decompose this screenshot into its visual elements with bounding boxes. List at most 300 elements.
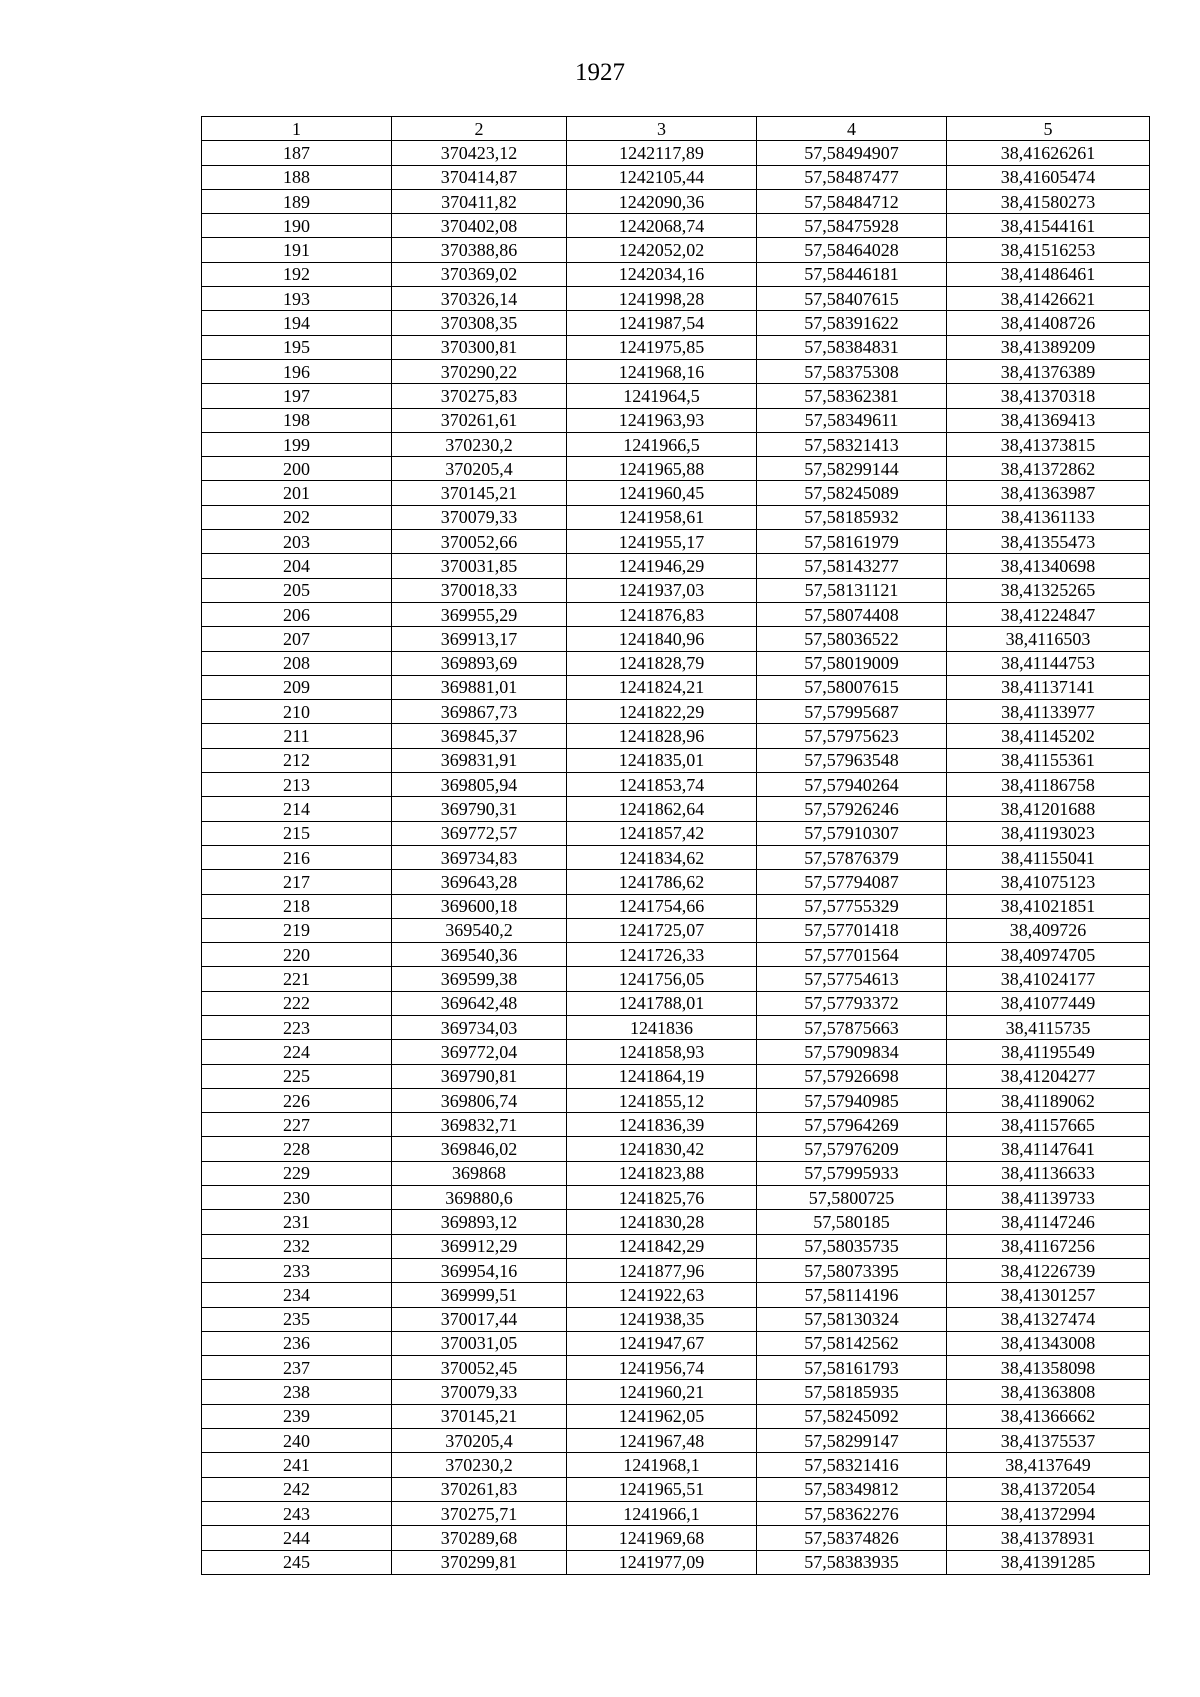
table-cell-col-5: 38,41204277 xyxy=(947,1064,1150,1088)
table-cell-col-2: 369806,74 xyxy=(392,1088,567,1112)
table-cell-col-2: 370017,44 xyxy=(392,1307,567,1331)
table-row xyxy=(202,627,1150,651)
column-header-3: 3 xyxy=(567,117,757,141)
table-cell-col-2: 370299,81 xyxy=(392,1550,567,1574)
table-cell-col-1: 229 xyxy=(202,1161,392,1185)
table-cell-col-3: 1242117,89 xyxy=(567,141,757,165)
table-cell-col-3: 1241786,62 xyxy=(567,870,757,894)
table-cell-col-1: 189 xyxy=(202,189,392,213)
table-cell-col-5: 38,41155361 xyxy=(947,748,1150,772)
table-cell-col-1: 205 xyxy=(202,578,392,602)
table-row xyxy=(202,1307,1150,1331)
table-cell-col-1: 191 xyxy=(202,238,392,262)
table-cell-col-5: 38,41366662 xyxy=(947,1404,1150,1428)
table-cell-col-1: 240 xyxy=(202,1429,392,1453)
table-row xyxy=(202,870,1150,894)
table-cell-col-1: 241 xyxy=(202,1453,392,1477)
table-cell-col-1: 197 xyxy=(202,384,392,408)
table-cell-col-1: 215 xyxy=(202,821,392,845)
table-cell-col-5: 38,40974705 xyxy=(947,943,1150,967)
table-row xyxy=(202,1526,1150,1550)
table-cell-col-3: 1241956,74 xyxy=(567,1356,757,1380)
table-cell-col-1: 234 xyxy=(202,1283,392,1307)
table-row xyxy=(202,1186,1150,1210)
table-cell-col-5: 38,41139733 xyxy=(947,1186,1150,1210)
table-cell-col-1: 237 xyxy=(202,1356,392,1380)
table-cell-col-5: 38,41024177 xyxy=(947,967,1150,991)
table-cell-col-4: 57,58464028 xyxy=(757,238,947,262)
table-row xyxy=(202,724,1150,748)
table-row xyxy=(202,578,1150,602)
table-cell-col-1: 239 xyxy=(202,1404,392,1428)
table-cell-col-4: 57,5800725 xyxy=(757,1186,947,1210)
table-cell-col-3: 1241864,19 xyxy=(567,1064,757,1088)
table-cell-col-2: 370052,66 xyxy=(392,530,567,554)
table-cell-col-1: 198 xyxy=(202,408,392,432)
table-cell-col-3: 1242068,74 xyxy=(567,214,757,238)
table-cell-col-2: 369599,38 xyxy=(392,967,567,991)
table-cell-col-2: 370369,02 xyxy=(392,262,567,286)
table-cell-col-4: 57,57940264 xyxy=(757,773,947,797)
table-cell-col-2: 369954,16 xyxy=(392,1258,567,1282)
table-cell-col-5: 38,41376389 xyxy=(947,359,1150,383)
table-cell-col-3: 1241834,62 xyxy=(567,845,757,869)
table-cell-col-5: 38,41372862 xyxy=(947,457,1150,481)
table-cell-col-3: 1241853,74 xyxy=(567,773,757,797)
table-cell-col-1: 219 xyxy=(202,918,392,942)
table-cell-col-4: 57,57926698 xyxy=(757,1064,947,1088)
table-cell-col-2: 370261,61 xyxy=(392,408,567,432)
table-cell-col-3: 1241964,5 xyxy=(567,384,757,408)
table-row xyxy=(202,1429,1150,1453)
table-cell-col-5: 38,41021851 xyxy=(947,894,1150,918)
table-cell-col-1: 224 xyxy=(202,1040,392,1064)
table-cell-col-2: 369831,91 xyxy=(392,748,567,772)
table-cell-col-5: 38,41605474 xyxy=(947,165,1150,189)
table-cell-col-3: 1241937,03 xyxy=(567,578,757,602)
table-row xyxy=(202,1064,1150,1088)
table-cell-col-5: 38,41626261 xyxy=(947,141,1150,165)
table-cell-col-1: 231 xyxy=(202,1210,392,1234)
table-cell-col-3: 1241836,39 xyxy=(567,1113,757,1137)
table-cell-col-2: 370414,87 xyxy=(392,165,567,189)
table-cell-col-1: 244 xyxy=(202,1526,392,1550)
table-cell-col-4: 57,58185932 xyxy=(757,505,947,529)
table-cell-col-5: 38,41358098 xyxy=(947,1356,1150,1380)
table-cell-col-1: 209 xyxy=(202,675,392,699)
table-cell-col-3: 1241858,93 xyxy=(567,1040,757,1064)
table-cell-col-5: 38,41136633 xyxy=(947,1161,1150,1185)
table-cell-col-5: 38,41144753 xyxy=(947,651,1150,675)
table-row xyxy=(202,238,1150,262)
table-cell-col-3: 1241938,35 xyxy=(567,1307,757,1331)
table-cell-col-3: 1241726,33 xyxy=(567,943,757,967)
table-cell-col-1: 235 xyxy=(202,1307,392,1331)
table-cell-col-2: 370205,4 xyxy=(392,457,567,481)
table-cell-col-1: 214 xyxy=(202,797,392,821)
table-cell-col-3: 1241969,68 xyxy=(567,1526,757,1550)
column-header-2: 2 xyxy=(392,117,567,141)
table-cell-col-2: 370031,85 xyxy=(392,554,567,578)
table-cell-col-5: 38,41363808 xyxy=(947,1380,1150,1404)
table-cell-col-5: 38,41343008 xyxy=(947,1331,1150,1355)
table-row xyxy=(202,457,1150,481)
table-cell-col-2: 369845,37 xyxy=(392,724,567,748)
table-cell-col-1: 228 xyxy=(202,1137,392,1161)
table-cell-col-3: 1241835,01 xyxy=(567,748,757,772)
table-cell-col-5: 38,41325265 xyxy=(947,578,1150,602)
table-cell-col-1: 196 xyxy=(202,359,392,383)
table-row xyxy=(202,1015,1150,1039)
table-cell-col-3: 1241823,88 xyxy=(567,1161,757,1185)
table-cell-col-1: 193 xyxy=(202,287,392,311)
table-cell-col-5: 38,41167256 xyxy=(947,1234,1150,1258)
table-cell-col-3: 1241968,1 xyxy=(567,1453,757,1477)
table-cell-col-5: 38,41391285 xyxy=(947,1550,1150,1574)
table-cell-col-3: 1241830,28 xyxy=(567,1210,757,1234)
table-cell-col-3: 1241966,5 xyxy=(567,432,757,456)
table-cell-col-3: 1241840,96 xyxy=(567,627,757,651)
table-cell-col-1: 190 xyxy=(202,214,392,238)
table-cell-col-3: 1241842,29 xyxy=(567,1234,757,1258)
table-cell-col-4: 57,58073395 xyxy=(757,1258,947,1282)
table-cell-col-5: 38,41370318 xyxy=(947,384,1150,408)
table-cell-col-1: 201 xyxy=(202,481,392,505)
table-row xyxy=(202,967,1150,991)
table-cell-col-4: 57,58494907 xyxy=(757,141,947,165)
table-cell-col-2: 370145,21 xyxy=(392,1404,567,1428)
table-cell-col-5: 38,41226739 xyxy=(947,1258,1150,1282)
table-cell-col-4: 57,58114196 xyxy=(757,1283,947,1307)
table-cell-col-4: 57,57754613 xyxy=(757,967,947,991)
table-row xyxy=(202,554,1150,578)
table-cell-col-1: 192 xyxy=(202,262,392,286)
table-cell-col-1: 243 xyxy=(202,1501,392,1525)
table-cell-col-3: 1242105,44 xyxy=(567,165,757,189)
table-cell-col-2: 370423,12 xyxy=(392,141,567,165)
table-cell-col-5: 38,41075123 xyxy=(947,870,1150,894)
table-cell-col-4: 57,57793372 xyxy=(757,991,947,1015)
table-cell-col-3: 1241965,51 xyxy=(567,1477,757,1501)
table-row xyxy=(202,1501,1150,1525)
table-cell-col-4: 57,57975623 xyxy=(757,724,947,748)
table-row xyxy=(202,1161,1150,1185)
table-cell-col-4: 57,57755329 xyxy=(757,894,947,918)
table-cell-col-3: 1241857,42 xyxy=(567,821,757,845)
table-cell-col-1: 187 xyxy=(202,141,392,165)
table-row xyxy=(202,408,1150,432)
table-cell-col-2: 369790,81 xyxy=(392,1064,567,1088)
table-cell-col-5: 38,41186758 xyxy=(947,773,1150,797)
table-cell-col-2: 370411,82 xyxy=(392,189,567,213)
table-cell-col-2: 369881,01 xyxy=(392,675,567,699)
table-cell-col-2: 370031,05 xyxy=(392,1331,567,1355)
table-row xyxy=(202,165,1150,189)
table-cell-col-2: 370145,21 xyxy=(392,481,567,505)
table-cell-col-2: 369772,04 xyxy=(392,1040,567,1064)
table-cell-col-5: 38,41363987 xyxy=(947,481,1150,505)
table-cell-col-2: 369868 xyxy=(392,1161,567,1185)
table-cell-col-4: 57,58384831 xyxy=(757,335,947,359)
table-cell-col-1: 212 xyxy=(202,748,392,772)
table-cell-col-2: 369955,29 xyxy=(392,602,567,626)
table-cell-col-4: 57,58375308 xyxy=(757,359,947,383)
table-cell-col-5: 38,41340698 xyxy=(947,554,1150,578)
table-cell-col-5: 38,41369413 xyxy=(947,408,1150,432)
table-cell-col-4: 57,58362276 xyxy=(757,1501,947,1525)
table-cell-col-2: 369893,12 xyxy=(392,1210,567,1234)
table-cell-col-5: 38,41389209 xyxy=(947,335,1150,359)
table-cell-col-3: 1241788,01 xyxy=(567,991,757,1015)
table-cell-col-3: 1241836 xyxy=(567,1015,757,1039)
table-cell-col-2: 369913,17 xyxy=(392,627,567,651)
table-row xyxy=(202,141,1150,165)
table-cell-col-3: 1241975,85 xyxy=(567,335,757,359)
table-cell-col-4: 57,58245092 xyxy=(757,1404,947,1428)
table-row xyxy=(202,214,1150,238)
table-cell-col-3: 1241754,66 xyxy=(567,894,757,918)
table-row xyxy=(202,943,1150,967)
table-cell-col-1: 216 xyxy=(202,845,392,869)
table-cell-col-5: 38,41355473 xyxy=(947,530,1150,554)
table-cell-col-4: 57,58484712 xyxy=(757,189,947,213)
table-cell-col-5: 38,41372994 xyxy=(947,1501,1150,1525)
table-cell-col-4: 57,57964269 xyxy=(757,1113,947,1137)
table-cell-col-2: 370261,83 xyxy=(392,1477,567,1501)
table-cell-col-1: 245 xyxy=(202,1550,392,1574)
table-cell-col-3: 1242090,36 xyxy=(567,189,757,213)
table-cell-col-4: 57,58321416 xyxy=(757,1453,947,1477)
table-cell-col-3: 1241998,28 xyxy=(567,287,757,311)
table-cell-col-5: 38,41544161 xyxy=(947,214,1150,238)
table-cell-col-5: 38,41145202 xyxy=(947,724,1150,748)
table-cell-col-1: 213 xyxy=(202,773,392,797)
table-cell-col-5: 38,41408726 xyxy=(947,311,1150,335)
table-cell-col-4: 57,57940985 xyxy=(757,1088,947,1112)
table-cell-col-2: 370326,14 xyxy=(392,287,567,311)
table-row xyxy=(202,1331,1150,1355)
table-row xyxy=(202,845,1150,869)
table-cell-col-2: 369772,57 xyxy=(392,821,567,845)
table-cell-col-1: 238 xyxy=(202,1380,392,1404)
table-row xyxy=(202,602,1150,626)
table-cell-col-1: 218 xyxy=(202,894,392,918)
table-row xyxy=(202,262,1150,286)
table-cell-col-1: 204 xyxy=(202,554,392,578)
table-row xyxy=(202,1234,1150,1258)
table-cell-col-4: 57,58299147 xyxy=(757,1429,947,1453)
table-cell-col-1: 207 xyxy=(202,627,392,651)
table-cell-col-3: 1241958,61 xyxy=(567,505,757,529)
table-cell-col-4: 57,57963548 xyxy=(757,748,947,772)
table-cell-col-3: 1241822,29 xyxy=(567,700,757,724)
table-cell-col-4: 57,58142562 xyxy=(757,1331,947,1355)
table-cell-col-3: 1241877,96 xyxy=(567,1258,757,1282)
table-cell-col-2: 370205,4 xyxy=(392,1429,567,1453)
table-cell-col-1: 206 xyxy=(202,602,392,626)
table-cell-col-3: 1241825,76 xyxy=(567,1186,757,1210)
table-cell-col-5: 38,41133977 xyxy=(947,700,1150,724)
table-row xyxy=(202,1453,1150,1477)
table-cell-col-4: 57,58299144 xyxy=(757,457,947,481)
table-cell-col-4: 57,57995933 xyxy=(757,1161,947,1185)
table-cell-col-5: 38,41580273 xyxy=(947,189,1150,213)
coordinates-table xyxy=(201,116,1150,1575)
table-cell-col-2: 370079,33 xyxy=(392,505,567,529)
table-cell-col-5: 38,41516253 xyxy=(947,238,1150,262)
table-row xyxy=(202,481,1150,505)
table-cell-col-4: 57,58143277 xyxy=(757,554,947,578)
table-cell-col-5: 38,4115735 xyxy=(947,1015,1150,1039)
table-cell-col-5: 38,41157665 xyxy=(947,1113,1150,1137)
table-cell-col-5: 38,409726 xyxy=(947,918,1150,942)
table-row xyxy=(202,1380,1150,1404)
table-cell-col-5: 38,41189062 xyxy=(947,1088,1150,1112)
table-cell-col-3: 1241828,96 xyxy=(567,724,757,748)
table-cell-col-3: 1241947,67 xyxy=(567,1331,757,1355)
table-cell-col-5: 38,41195549 xyxy=(947,1040,1150,1064)
table-cell-col-4: 57,58019009 xyxy=(757,651,947,675)
table-cell-col-4: 57,58035735 xyxy=(757,1234,947,1258)
table-cell-col-5: 38,41193023 xyxy=(947,821,1150,845)
column-header-5: 5 xyxy=(947,117,1150,141)
table-cell-col-3: 1241965,88 xyxy=(567,457,757,481)
table-cell-col-1: 203 xyxy=(202,530,392,554)
table-cell-col-2: 370300,81 xyxy=(392,335,567,359)
table-cell-col-2: 370402,08 xyxy=(392,214,567,238)
table-row xyxy=(202,1040,1150,1064)
table-cell-col-4: 57,57701564 xyxy=(757,943,947,967)
table-body xyxy=(202,141,1150,1575)
table-cell-col-1: 223 xyxy=(202,1015,392,1039)
table-cell-col-4: 57,57995687 xyxy=(757,700,947,724)
table-cell-col-4: 57,580185 xyxy=(757,1210,947,1234)
table-row xyxy=(202,189,1150,213)
table-cell-col-1: 202 xyxy=(202,505,392,529)
table-cell-col-3: 1241756,05 xyxy=(567,967,757,991)
table-cell-col-4: 57,57794087 xyxy=(757,870,947,894)
table-row xyxy=(202,1113,1150,1137)
table-cell-col-4: 57,58036522 xyxy=(757,627,947,651)
table-cell-col-1: 195 xyxy=(202,335,392,359)
table-cell-col-1: 199 xyxy=(202,432,392,456)
table-cell-col-1: 226 xyxy=(202,1088,392,1112)
table-cell-col-4: 57,58407615 xyxy=(757,287,947,311)
table-cell-col-2: 369540,36 xyxy=(392,943,567,967)
table-cell-col-2: 369643,28 xyxy=(392,870,567,894)
table-cell-col-2: 369880,6 xyxy=(392,1186,567,1210)
table-cell-col-1: 225 xyxy=(202,1064,392,1088)
table-cell-col-1: 200 xyxy=(202,457,392,481)
table-row xyxy=(202,675,1150,699)
table-cell-col-2: 370308,35 xyxy=(392,311,567,335)
table-cell-col-5: 38,41137141 xyxy=(947,675,1150,699)
table-cell-col-4: 57,58374826 xyxy=(757,1526,947,1550)
table-row xyxy=(202,918,1150,942)
table-cell-col-3: 1241966,1 xyxy=(567,1501,757,1525)
table-cell-col-3: 1241987,54 xyxy=(567,311,757,335)
table-cell-col-2: 370079,33 xyxy=(392,1380,567,1404)
table-cell-col-3: 1242034,16 xyxy=(567,262,757,286)
table-header xyxy=(202,117,1150,141)
table-cell-col-2: 370230,2 xyxy=(392,432,567,456)
table-cell-col-3: 1241946,29 xyxy=(567,554,757,578)
table-cell-col-5: 38,41155041 xyxy=(947,845,1150,869)
table-cell-col-1: 221 xyxy=(202,967,392,991)
table-row xyxy=(202,384,1150,408)
table-cell-col-3: 1241963,93 xyxy=(567,408,757,432)
table-cell-col-1: 230 xyxy=(202,1186,392,1210)
table-cell-col-4: 57,58161979 xyxy=(757,530,947,554)
table-cell-col-1: 194 xyxy=(202,311,392,335)
table-row xyxy=(202,651,1150,675)
table-cell-col-2: 369734,83 xyxy=(392,845,567,869)
table-cell-col-1: 233 xyxy=(202,1258,392,1282)
table-cell-col-5: 38,41361133 xyxy=(947,505,1150,529)
table-cell-col-4: 57,57926246 xyxy=(757,797,947,821)
table-row xyxy=(202,1137,1150,1161)
table-row xyxy=(202,1088,1150,1112)
table-row xyxy=(202,748,1150,772)
table-cell-col-5: 38,41372054 xyxy=(947,1477,1150,1501)
table-cell-col-2: 369846,02 xyxy=(392,1137,567,1161)
table-cell-col-4: 57,58130324 xyxy=(757,1307,947,1331)
table-cell-col-4: 57,58475928 xyxy=(757,214,947,238)
table-row xyxy=(202,700,1150,724)
table-cell-col-5: 38,41327474 xyxy=(947,1307,1150,1331)
table-cell-col-1: 222 xyxy=(202,991,392,1015)
table-cell-col-4: 57,58362381 xyxy=(757,384,947,408)
table-cell-col-3: 1241962,05 xyxy=(567,1404,757,1428)
table-cell-col-4: 57,58383935 xyxy=(757,1550,947,1574)
table-row xyxy=(202,894,1150,918)
table-row xyxy=(202,797,1150,821)
table-cell-col-1: 232 xyxy=(202,1234,392,1258)
table-cell-col-2: 369734,03 xyxy=(392,1015,567,1039)
table-row xyxy=(202,359,1150,383)
table-cell-col-4: 57,58007615 xyxy=(757,675,947,699)
table-cell-col-1: 220 xyxy=(202,943,392,967)
table-row xyxy=(202,432,1150,456)
table-row xyxy=(202,1283,1150,1307)
table-cell-col-4: 57,57876379 xyxy=(757,845,947,869)
table-cell-col-3: 1241828,79 xyxy=(567,651,757,675)
table-cell-col-3: 1241977,09 xyxy=(567,1550,757,1574)
table-row xyxy=(202,821,1150,845)
table-cell-col-3: 1241960,45 xyxy=(567,481,757,505)
table-cell-col-4: 57,58349611 xyxy=(757,408,947,432)
table-cell-col-4: 57,57701418 xyxy=(757,918,947,942)
table-cell-col-5: 38,41224847 xyxy=(947,602,1150,626)
table-cell-col-2: 369867,73 xyxy=(392,700,567,724)
table-row xyxy=(202,1477,1150,1501)
table-cell-col-3: 1241960,21 xyxy=(567,1380,757,1404)
table-cell-col-2: 369893,69 xyxy=(392,651,567,675)
table-cell-col-3: 1241862,64 xyxy=(567,797,757,821)
table-cell-col-3: 1241876,83 xyxy=(567,602,757,626)
table-cell-col-2: 370290,22 xyxy=(392,359,567,383)
table-cell-col-2: 369540,2 xyxy=(392,918,567,942)
table-cell-col-4: 57,58185935 xyxy=(757,1380,947,1404)
table-cell-col-5: 38,41378931 xyxy=(947,1526,1150,1550)
table-cell-col-4: 57,57910307 xyxy=(757,821,947,845)
column-header-1: 1 xyxy=(202,117,392,141)
table-row xyxy=(202,1258,1150,1282)
table-row xyxy=(202,1404,1150,1428)
table-cell-col-2: 369912,29 xyxy=(392,1234,567,1258)
table-cell-col-2: 370388,86 xyxy=(392,238,567,262)
table-cell-col-2: 370052,45 xyxy=(392,1356,567,1380)
